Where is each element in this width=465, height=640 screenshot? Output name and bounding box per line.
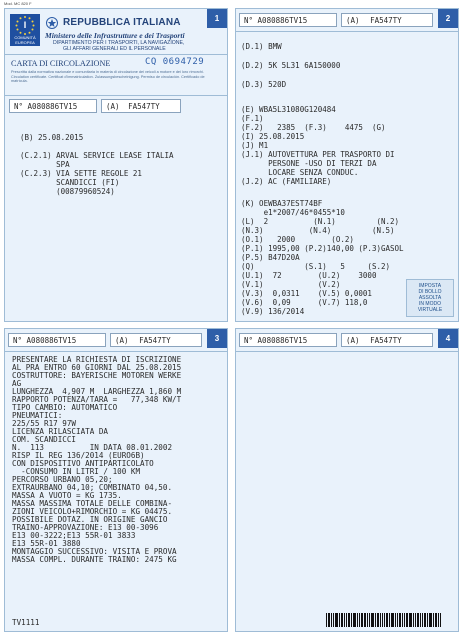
note-line: N. 113 IN DATA 08.01.2002	[12, 443, 173, 452]
eu-label: COMUNITÀ EUROPEA	[14, 35, 36, 45]
barcode-bar	[435, 613, 437, 627]
barcode-bar	[420, 613, 421, 627]
barcode-bar	[346, 613, 347, 627]
note-line: LUNGHEZZA 4,907 M LARGHEZZA 1,860 M	[12, 387, 182, 396]
eu-flag	[10, 14, 40, 46]
card-title: CARTA DI CIRCOLAZIONE	[11, 59, 111, 68]
barcode-bar	[377, 613, 379, 627]
barcode-bar	[361, 613, 363, 627]
stamp-duty-box	[406, 279, 454, 317]
plate-tag: (A)	[115, 336, 129, 345]
registration-number-box	[9, 99, 97, 113]
barcode-bar	[406, 613, 408, 627]
divider	[236, 31, 458, 32]
barcode-bar	[440, 613, 441, 627]
barcode-bar	[384, 613, 385, 627]
barcode-bar	[353, 613, 356, 627]
owner-line: (00879960524)	[20, 187, 115, 196]
note-line: TIPO CAMBIO: AUTOMATICO	[12, 403, 118, 412]
barcode-bar	[380, 613, 381, 627]
note-line: ZIONI VEICOLO+RIMORCHIO = KG 04475.	[12, 507, 173, 516]
divider	[5, 54, 227, 55]
barcode-bar	[357, 613, 358, 627]
barcode-bar	[351, 613, 352, 627]
eu-country-letter: I	[23, 20, 27, 30]
barcode-bar	[331, 613, 332, 627]
note-line: COSTRUTTORE: BAYERISCHE MOTOREN WERKE	[12, 371, 182, 380]
vehicle-data-line: (D.2) 5K 5L31 6A150000	[241, 61, 341, 70]
barcode-bar	[367, 613, 368, 627]
panel-3	[4, 328, 228, 632]
department-line-1: DIPARTIMENTO PER I TRASPORTI, LA NAVIGAZIONE,	[53, 40, 185, 46]
vehicle-data-line: (J) M1	[241, 141, 269, 150]
barcode-bar	[328, 613, 330, 627]
plate-tag: (A)	[346, 16, 360, 25]
note-line: 225/55 R17 97W	[12, 419, 77, 428]
plate-tag: (A)	[346, 336, 360, 345]
owner-line: SPA	[20, 160, 70, 169]
number-prefix: N°	[244, 16, 254, 25]
note-line: AL PRA ENTRO 60 GIORNI DAL 25.08.2015	[12, 363, 182, 372]
note-line: PNEUMATICI:	[12, 411, 63, 420]
owner-line: SCANDICCI (FI)	[20, 178, 120, 187]
vehicle-data-line: (Q) (S.1) 5 (S.2)	[241, 262, 391, 271]
vehicle-data-line: (J.2) AC (FAMILIARE)	[241, 177, 332, 186]
panel-number-badge: 4	[438, 329, 458, 348]
note-line: MASSA MASSIMA TOTALE DELLE COMBINA-	[12, 499, 173, 508]
plate-number: FA547TY	[370, 16, 402, 25]
department-line-2: GLI AFFARI GENERALI ED IL PERSONALE	[63, 46, 166, 52]
barcode-bar	[417, 613, 419, 627]
stamp-line: IMPOSTA	[418, 283, 442, 289]
note-line: E13 00-3222;E13 55R-01 3833	[12, 531, 136, 540]
barcode-bar	[391, 613, 394, 627]
registration-number: A080886TV15	[26, 336, 77, 345]
barcode-bar	[364, 613, 366, 627]
header-row	[239, 13, 434, 27]
registration-number: A080886TV15	[257, 336, 308, 345]
vehicle-data-line: (P.5) B47D20A	[241, 253, 300, 262]
registration-number: A080886TV15	[27, 102, 78, 111]
note-line: COM. SCANDICCI	[12, 435, 77, 444]
ministry-heading: Ministero delle Infrastrutture e dei Trasporti	[45, 31, 185, 40]
barcode-bar	[433, 613, 434, 627]
barcode-bar	[415, 613, 416, 627]
vehicle-data-line: (I) 25.08.2015	[241, 132, 305, 141]
divider	[236, 351, 458, 352]
panel-number-badge: 2	[438, 9, 458, 28]
vehicle-data-line: (O.1) 2000 (O.2)	[241, 235, 354, 244]
vehicle-data-line: (N.3) (N.4) (N.5)	[241, 226, 395, 235]
barcode-bar	[429, 613, 432, 627]
plate-number: FA547TY	[139, 336, 171, 345]
barcode-bar	[438, 613, 439, 627]
barcode-bar	[339, 613, 340, 627]
barcode-bar	[375, 613, 376, 627]
number-prefix: N°	[244, 336, 254, 345]
vehicle-data-line: (U.1) 72 (U.2) 3000	[241, 271, 377, 280]
header-row	[9, 99, 181, 113]
barcode-bar	[427, 613, 428, 627]
vehicle-data-line: (D.1) BMW	[241, 42, 282, 51]
vehicle-data-line: (V.6) 0,09 (V.7) 118,0	[241, 298, 368, 307]
stamp-line: VIRTUALE	[417, 307, 443, 313]
vehicle-data-line: LOCARE SENZA CONDUC.	[241, 168, 359, 177]
barcode-bar	[422, 613, 423, 627]
note-line: MASSA COMPL. DURANTE TRAINO: 2475 KG	[12, 555, 177, 564]
barcode-bar	[333, 613, 334, 627]
footer-code: TV1111	[12, 618, 40, 627]
barcode-bar	[335, 613, 338, 627]
note-line: TRAINO-APPROVAZIONE: E13 00-3096	[12, 523, 159, 532]
panel-number-badge: 1	[207, 9, 227, 28]
registration-number-box	[239, 13, 337, 27]
vehicle-data-line: (V.1) (V.2)	[241, 280, 341, 289]
panel-2	[235, 8, 459, 322]
vehicle-data-line: (D.3) 520D	[241, 80, 287, 89]
note-line: -CONSUMO IN LITRI / 100 KM	[12, 467, 141, 476]
vehicle-data-line: (F.1)	[241, 114, 264, 123]
barcode-bar	[389, 613, 390, 627]
vehicle-data-line: (P.1) 1995,00 (P.2)140,00 (P.3)GASOL	[241, 244, 404, 253]
note-line: CON DISPOSITIVO ANTIPARTICOLATO	[12, 459, 154, 468]
note-line: PRESENTARE LA RICHIESTA DI ISCRIZIONE	[12, 355, 182, 364]
plate-number: FA547TY	[128, 102, 160, 111]
barcode-bar	[402, 613, 403, 627]
barcode-bar	[395, 613, 396, 627]
panel-4	[235, 328, 459, 632]
barcode-bar	[424, 613, 426, 627]
barcode-bar	[399, 613, 401, 627]
barcode-bar	[386, 613, 388, 627]
header-row	[239, 333, 434, 347]
vehicle-data-line: (V.3) 0,0311 (V.5) 0,0001	[241, 289, 372, 298]
barcode-bar	[397, 613, 398, 627]
emblem-icon	[46, 17, 58, 29]
owner-line: (C.2.1) ARVAL SERVICE LEASE ITALIA	[20, 151, 174, 160]
owner-line: (C.2.3) VIA SETTE REGOLE 21	[20, 169, 142, 178]
note-line: E13 55R-01 3880	[12, 539, 81, 548]
vehicle-data-line: e1*2007/46*0455*10	[241, 208, 345, 217]
note-line: RAPPORTO POTENZA/TARA = 77,348 KW/T	[12, 395, 182, 404]
model-reference: Mod. MC 820 F	[4, 1, 32, 6]
barcode-bar	[348, 613, 350, 627]
header-row	[8, 333, 203, 347]
divider	[5, 351, 227, 352]
barcode-bar	[369, 613, 370, 627]
vehicle-data-line: (F.2) 2385 (F.3) 4475 (G)	[241, 123, 386, 132]
plate-tag: (A)	[106, 102, 120, 111]
plate-number: FA547TY	[370, 336, 402, 345]
plate-box	[101, 99, 181, 113]
note-line: EXTRAURBANO 04,10; COMBINATO 04,50.	[12, 483, 173, 492]
vehicle-data-line: (L) 2 (N.1) (N.2)	[241, 217, 400, 226]
note-line: PERCORSO URBANO 05,20;	[12, 475, 113, 484]
republic-heading: REPUBBLICA ITALIANA	[63, 17, 181, 28]
number-prefix: N°	[13, 336, 23, 345]
barcode-bar	[404, 613, 405, 627]
divider	[5, 95, 227, 96]
owner-line: (B) 25.08.2015	[20, 133, 84, 142]
vehicle-data-line: (V.9) 136/2014	[241, 307, 305, 316]
note-line: POSSIBILE DOTAZ. IN ORIGINE GANCIO	[12, 515, 168, 524]
barcode-bar	[409, 613, 412, 627]
stamp-line: IN MODO	[419, 301, 441, 307]
vehicle-data-line: (K) OEWBA37EST74BF	[241, 199, 323, 208]
plate-box	[110, 333, 202, 347]
plate-box	[341, 333, 433, 347]
barcode-bar	[359, 613, 360, 627]
barcode-bar	[371, 613, 374, 627]
note-line: AG	[12, 379, 22, 388]
panel-1	[4, 8, 228, 322]
note-line: LICENZA RILASCIATA DA	[12, 427, 109, 436]
registration-number-box	[8, 333, 106, 347]
stamp-line: ASSOLTA	[418, 295, 442, 301]
barcode-bar	[341, 613, 343, 627]
legal-text: Prescritta dalla normativa nazionale e comunitaria in materia di circolazione dei veicoli a motore e dei loro rimorchi. Circulation certificate. Certificat d'immatriculation. Zulassungsbescheinigung. Permiso de circulación. Certificado de matrícula.	[11, 70, 205, 84]
registration-number-box	[239, 333, 337, 347]
vehicle-data-line: PERSONE -USO DI TERZI DA	[241, 159, 377, 168]
barcode-bar	[344, 613, 345, 627]
number-prefix: N°	[14, 102, 24, 111]
panel-number-badge: 3	[207, 329, 227, 348]
plate-box	[341, 13, 433, 27]
note-line: RISP IL REG 136/2014 (EURO6B)	[12, 451, 145, 460]
vehicle-data-line: (E) WBA5L31080G120484	[241, 105, 336, 114]
barcode-bar	[326, 613, 327, 627]
stamp-line: DI BOLLO	[418, 289, 442, 295]
card-serial-code: CQ 0694729	[145, 57, 205, 67]
note-line: MONTAGGIO SUCCESSIVO: VISITA E PROVA	[12, 547, 177, 556]
barcode-bar	[413, 613, 414, 627]
note-line: MASSA A VUOTO = KG 1735.	[12, 491, 122, 500]
registration-number: A080886TV15	[257, 16, 308, 25]
barcode-bar	[382, 613, 383, 627]
vehicle-data-line: (J.1) AUTOVETTURA PER TRASPORTO DI	[241, 150, 395, 159]
barcode	[326, 613, 446, 627]
